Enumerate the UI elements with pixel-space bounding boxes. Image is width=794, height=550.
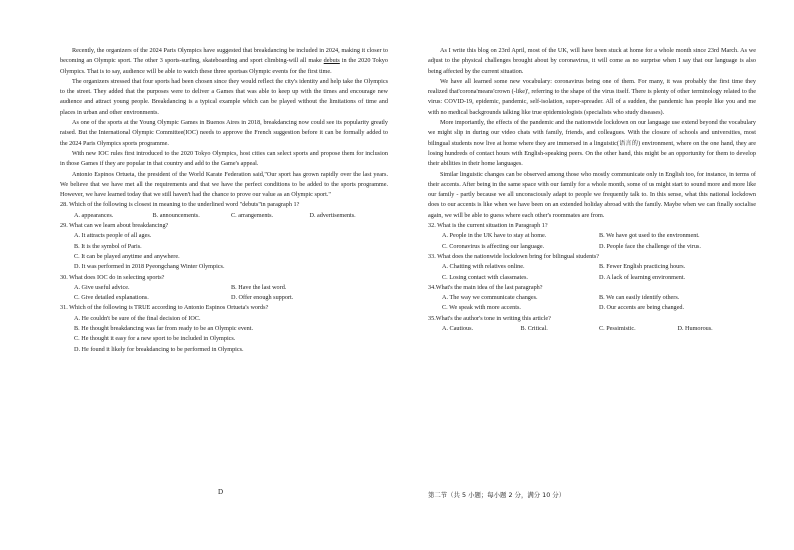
question-35-options	[442, 324, 756, 334]
right-column	[428, 46, 756, 334]
question-34-stem: 34.What's the main idea of the last paragraph?	[428, 283, 543, 291]
option-d: D. Our accents are being changed.	[599, 304, 685, 312]
option-a: A. Cautious.	[442, 325, 474, 333]
passage-paragraph-4: With new IOC rules first introduced to the 2020 Tokyo Olympics, host cities can select sports and propose them for inclusion in those Games if they are popular in that country and add to the Game's appeal.	[60, 149, 388, 168]
passage-paragraph-1: As I write this blog on 23rd April, most of the UK, will have been stuck at home for a whole month since 23rd March. As we adjust to the physical challenges brought about by coronavirus, it will come as no surprise when I say that our language is also being affected by the current situation.	[428, 47, 756, 75]
option-a: A. appearances.	[74, 211, 114, 219]
question-29-stem: 29. What can we learn about breakdancing?	[60, 222, 169, 230]
passage-paragraph-5: Antonio Espinos Ortueta, the president of the World Karate Federation said,"Our sport has grown rapidly over the last years. We believe that we have met all the requirements and that we have the perfect conditions to be added to the sports programme. However, we have learned today that we still haven't had the chance to prove our value as an Olympic sport."	[60, 170, 388, 199]
underlined-word-debuts: debuts	[323, 57, 340, 65]
option-a: A. Chatting with relatives online.	[442, 263, 525, 271]
question-33-options	[442, 262, 756, 283]
option-d: D. Humorous.	[677, 325, 713, 333]
question-30-options	[74, 283, 388, 304]
section-footer: 第二节（共 5 小题；每小题 2 分，满分 10 分）	[428, 491, 566, 499]
option-d: D. It was performed in 2018 Pyeongchang Winter Olympics.	[74, 263, 225, 271]
option-c: C. It can be played anytime and anywhere.	[74, 252, 180, 260]
question-32-options	[442, 231, 756, 252]
question-35-stem: 35.What's the author's tone in writing this article?	[428, 314, 551, 322]
option-c: C. Give detailed explanations.	[74, 294, 149, 302]
question-31-stem: 31. Which of the following is TRUE according to Antonio Espinos Ortueta's words?	[60, 304, 269, 312]
left-column	[60, 46, 388, 355]
option-c: C. He thought it easy for a new sport to be included in Olympics.	[74, 335, 236, 343]
passage-paragraph-3: As one of the sports at the Young Olympic Games in Buenos Aires in 2018, breakdancing now could see its popularity greatly raised. But the International Olympic Committee(IOC) needs to approve the French suggestion before it can be formally added to the 2024 Paris Olympics sports programme.	[60, 119, 388, 147]
option-a: A. The way we communicate changes.	[442, 294, 538, 302]
option-b: B. announcements.	[152, 211, 200, 219]
option-c: C. Pessimistic.	[599, 325, 636, 333]
option-a: A. People in the UK have to stay at home.	[442, 232, 547, 240]
option-d: D. A lack of learning environment.	[599, 273, 686, 281]
question-34-options	[442, 293, 756, 314]
question-33-stem: 33. What does the nationwide lockdown bring for bilingual students?	[428, 252, 600, 260]
page-letter: D	[218, 488, 224, 496]
passage-paragraph-1: Recently, the organizers of the 2024 Paris Olympics have suggested that breakdancing be included in 2024, making it closer to becoming an Olympic sport. The other 3 sports-surfing, skateboarding and sport climbing-will all make debuts in the 2020 Tokyo Olympics. That is to say, audience will be able to watch these three sportsas Olympic events for the first time.	[60, 47, 388, 75]
option-c: C. We speak with more accents.	[442, 304, 521, 312]
option-a: A. Give useful advice.	[74, 283, 130, 291]
question-30-stem: 30. What does IOC do in selecting sports?	[60, 273, 165, 281]
passage-paragraph-2: We have all learned some new vocabulary: coronavirus being one of them. For many, it was probably the first time they realized that'corona'means'crown (-like)', referring to the shape of the virus itself. There is plenty of other terminology related to the virus: COVID-19, epidemic, pandemic, self-isolation, super-spreader. All of a sudden, the pandemic has people like you and me with no medical backgrounds talking like true epidemiologists (specialists who study diseases).	[428, 77, 756, 116]
option-d: D. Offer enough support.	[231, 294, 294, 302]
passage-paragraph-2: The organizers stressed that four sports had been chosen since they would reflect the city's identity and help take the Olympics to the street. They added that the purposes were to deliver a Games that was able to keep up with the times and encourage new audience and attract young people. Breakdancing is a typical example which can be played without the limitations of time and places in urban and other environments.	[60, 77, 388, 116]
option-d: D. He found it likely for breakdancing to be performed in Olympics.	[74, 345, 244, 353]
passage-paragraph-4: Similar linguistic changes can be observed among those who mostly communicate only in English too, for instance, in terms of their accents. After being in the same space with our family for a whole month, some of us might start to sound more and more like our family - partly because we all unconsciously adapt to people we frequently talk to. In this sense, what this national lockdown does to our accents is like when we have been on an extended holiday abroad with the family. Maybe when we can finally socialise again, we will be able to guess where each other's roommates are from.	[428, 170, 756, 219]
option-c: C. arrangements.	[231, 211, 274, 219]
option-b: B. It is the symbol of Paris.	[74, 242, 142, 250]
passage-paragraph-3: More importantly, the effects of the pandemic and the nationwide lockdown on our language use extend beyond the vocabulary we might slip in during our video chats with family, friends, and colleagues. With the closure of schools and universities, most bilingual students now live at home where they are immersed in a linguistic(语言的) environment, where on the one hand, they are losing hundreds of contact hours with English-speaking peers. On the other hand, this might be an opportunity for them to develop their abilities in their home languages.	[428, 119, 756, 168]
option-d: D. advertisements.	[309, 211, 356, 219]
question-28-stem: 28. Which of the following is closest in meaning to the underlined word "debuts"in paragraph 1?	[60, 201, 300, 209]
option-c: C. Losing contact with classmates.	[442, 273, 528, 281]
option-b: B. He thought breakdancing was far from ready to be an Olympic event.	[74, 325, 254, 333]
option-a: A. It attracts people of all ages.	[74, 232, 152, 240]
question-28-options	[74, 211, 388, 221]
option-b: B. Fewer English practicing hours.	[599, 263, 686, 271]
option-b: B. We have got used to the environment.	[599, 232, 700, 240]
option-b: B. Critical.	[520, 325, 548, 333]
option-b: B. We can easily identify others.	[599, 294, 680, 302]
option-a: A. He couldn't be sure of the final decision of IOC.	[74, 314, 201, 322]
option-d: D. People face the challenge of the virus.	[599, 242, 701, 250]
question-32-stem: 32. What is the current situation in Paragraph 1?	[428, 222, 548, 230]
option-c: C. Coronavirus is affecting our language.	[442, 242, 545, 250]
option-b: B. Have the last word.	[231, 283, 287, 291]
